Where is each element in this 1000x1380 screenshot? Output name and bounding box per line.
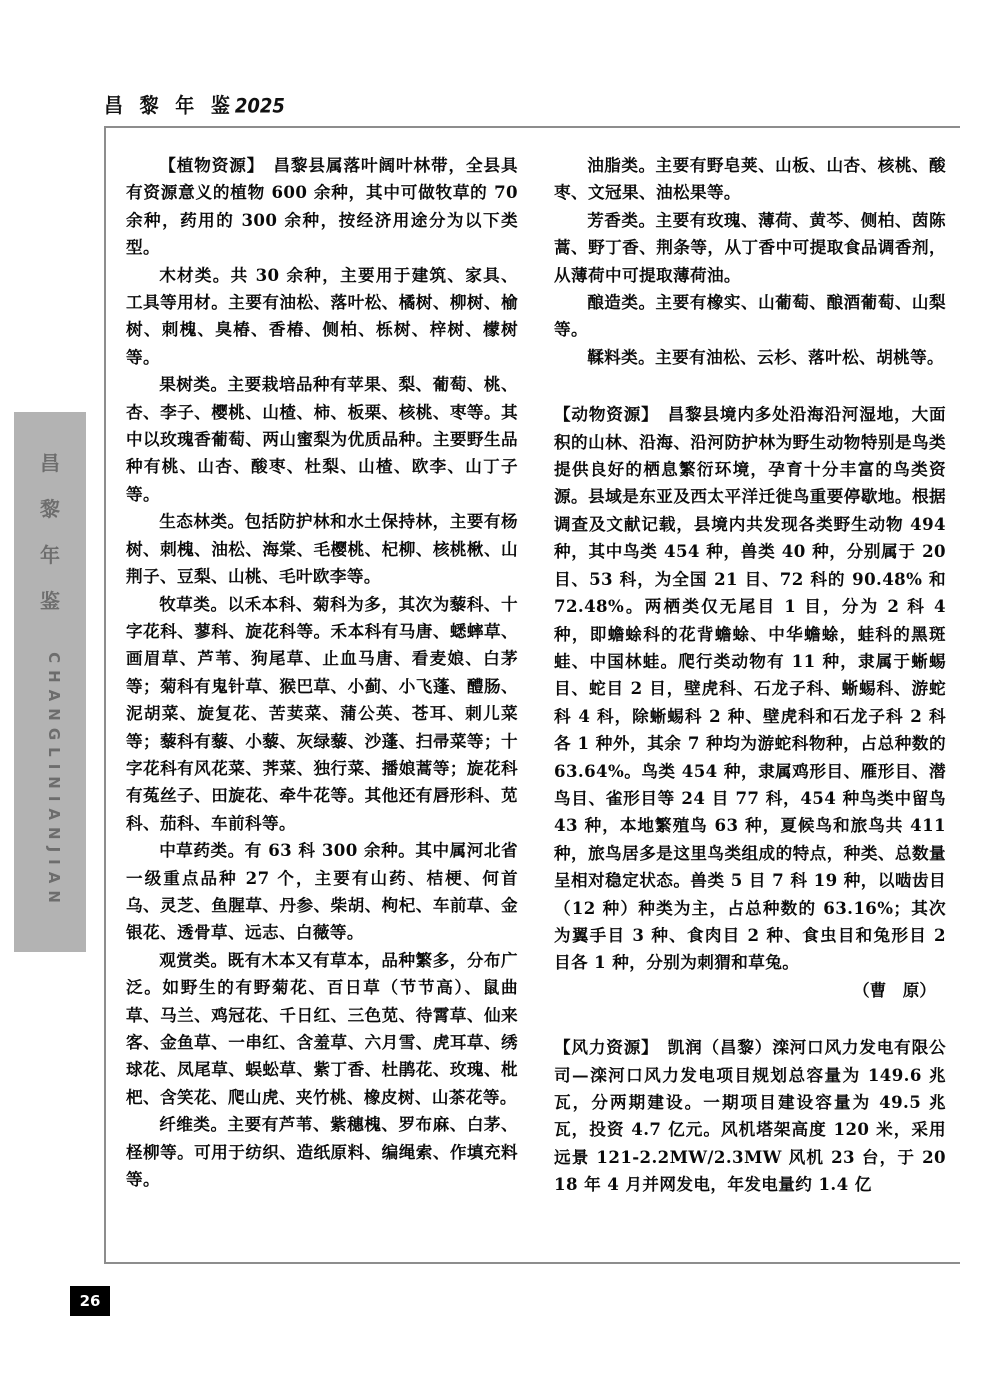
paragraph: 酿造类。主要有橡实、山葡萄、酿酒葡萄、山梨等。: [554, 292, 946, 340]
paragraph: 果树类。主要栽培品种有苹果、梨、葡萄、桃、杏、李子、樱桃、山楂、柿、板栗、核桃、枣等。其中以玫瑰香葡萄、两山蜜梨为优质品种。主要野生品种有桃、山杏、酸枣、杜梨、山楂、欧李、山丁子等。: [126, 374, 518, 504]
running-head: [104, 90, 285, 119]
paragraph-wind-resources: 【风力资源】 凯润（昌黎）滦河口风力发电有限公司—滦河口风力发电项目规划总容量为 149.6 兆瓦，分两期建设。一期项目建设容量为 49.5 兆瓦，投资 4.7 亿元。风机塔架高度 120 米，采用远景 121-2.2MW/2.3MW 风机 23 台，于 2018 年 4 月并网发电，年发电量约 1.4 亿: [554, 1037, 946, 1195]
text-block-top-rule: [104, 126, 960, 128]
side-thumb-tab: [14, 412, 86, 952]
paragraph: 生态林类。包括防护林和水土保持林，主要有杨树、刺槐、油松、海棠、毛樱桃、杞柳、核桃楸、山荆子、豆梨、山桃、毛叶欧李等。: [126, 511, 518, 587]
text-block-left-rule: [104, 126, 106, 1264]
paragraph: 纤维类。主要有芦苇、紫穗槐、罗布麻、白茅、柽柳等。可用于纺织、造纸原料、编绳索、作填充料等。: [126, 1114, 518, 1190]
body-columns: [126, 152, 946, 1252]
side-tab-pinyin: CHANGLINIANJIAN: [45, 652, 63, 910]
paragraph-animal-resources: 【动物资源】 昌黎县境内多处沿海沿河湿地，大面积的山林、沿海、沿河防护林为野生动物特别是鸟类提供良好的栖息繁衍环境，孕育十分丰富的鸟类资源。县域是东亚及西太平洋迁徙鸟重要停歇地。根据调查及文献记载，县境内共发现各类野生动物 494 种，其中鸟类 454 种，兽类 40 种，分别属于 20 目、53 科，为全国 21 目、72 科的 90.48% 和 72.48%。两栖类仅无尾目 1 目，分为 2 科 4 种，即蟾蜍科的花背蟾蜍、中华蟾蜍，蛙科的黑斑蛙、中国林蛙。爬行类动物有 11 种，隶属于蜥蜴目、蛇目 2 目，壁虎科、石龙子科、蜥蜴科、游蛇科 4 科，除蜥蜴科 2 种、壁虎科和石龙子科 2 科各 1 种外，其余 7 种均为游蛇科物种，占总种数的 63.64%。鸟类 454 种，隶属鸡形目、雁形目、潜鸟目、雀形目等 24 目 77 科，454 种鸟类中留鸟 43 种，本地繁殖鸟 63 种，夏候鸟和旅鸟共 411 种，旅鸟居多是这里鸟类组成的特点，种类、总数量呈相对稳定状态。兽类 5 目 7 科 19 种，以啮齿目（12 种）种类为主，占总种数的 63.16%；其次为翼手目 3 种、食肉目 2 种、食虫目和兔形目 2 目各 1 种，分别为刺猬和草兔。: [554, 404, 946, 973]
right-column: [554, 152, 946, 1252]
paragraph: 鞣料类。主要有油松、云杉、落叶松、胡桃等。: [587, 346, 945, 367]
side-tab-char-2: 年: [40, 543, 60, 567]
side-tab-char-1: 黎: [40, 497, 60, 521]
paragraph: 油脂类。主要有野皂荚、山板、山杏、核桃、酸枣、文冠果、油松果等。: [554, 155, 946, 203]
page-number-badge: 26: [70, 1286, 110, 1316]
running-head-year: 2025: [234, 95, 285, 119]
text-block-bottom-rule: [104, 1262, 960, 1264]
side-tab-char-0: 昌: [40, 451, 60, 475]
author-signature: （曹 原）: [853, 979, 936, 1000]
paragraph: 中草药类。有 63 科 300 余种。其中属河北省一级重点品种 27 个，主要有山药、桔梗、何首乌、灵芝、鱼腥草、丹参、柴胡、枸杞、车前草、金银花、透骨草、远志、白薇等。: [126, 840, 518, 943]
running-head-title: 昌 黎 年 鉴: [104, 94, 235, 119]
paragraph: 观赏类。既有木本又有草本，品种繁多，分布广泛。如野生的有野菊花、百日草（节节高）、鼠曲草、马兰、鸡冠花、千日红、三色苋、待霄草、仙来客、金鱼草、一串红、含羞草、六月雪、虎耳草、绣球花、凤尾草、蜈蚣草、紫丁香、杜鹃花、玫瑰、枇杷、含笑花、爬山虎、夹竹桃、橡皮树、山茶花等。: [126, 949, 518, 1107]
paragraph: 牧草类。以禾本科、菊科为多，其次为藜科、十字花科、蓼科、旋花科等。禾本科有马唐、蟋蟀草、画眉草、芦苇、狗尾草、止血马唐、看麦娘、白茅等；菊科有鬼针草、猴巴草、小蓟、小飞蓬、醴肠、泥胡菜、旋复花、苦荬菜、蒲公英、苍耳、刺儿菜等；藜科有藜、小藜、灰绿藜、沙蓬、扫帚菜等；十字花科有风花菜、荠菜、独行菜、播娘蒿等；旋花科有菟丝子、田旋花、牵牛花等。其他还有唇形科、苋科、茄科、车前科等。: [126, 593, 518, 833]
paragraph: 【植物资源】 昌黎县属落叶阔叶林带，全县具有资源意义的植物 600 余种，其中可做牧草的 70 余种，药用的 300 余种，按经济用途分为以下类型。: [126, 155, 518, 258]
paragraph: 芳香类。主要有玫瑰、薄荷、黄芩、侧柏、茵陈蒿、野丁香、荆条等，从丁香中可提取食品调香剂，从薄荷中可提取薄荷油。: [554, 209, 946, 285]
section-spacer: [554, 1004, 946, 1034]
paragraph: 木材类。共 30 余种，主要用于建筑、家具、工具等用材。主要有油松、落叶松、橘树、柳树、榆树、刺槐、臭椿、香椿、侧柏、栎树、梓树、檬树等。: [126, 264, 518, 367]
section-spacer: [554, 371, 946, 401]
side-tab-chinese-title: [14, 440, 86, 624]
side-tab-char-3: 鉴: [40, 589, 60, 613]
left-column: [126, 152, 518, 1252]
